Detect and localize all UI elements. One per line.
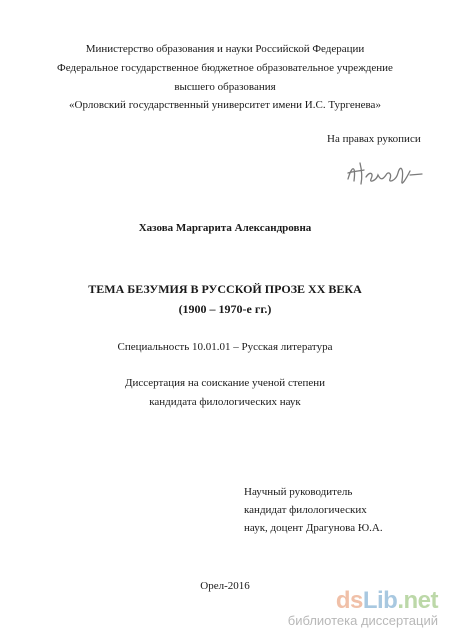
dissertation-title-line-1: ТЕМА БЕЗУМИЯ В РУССКОЙ ПРОЗЕ XX ВЕКА [88, 282, 362, 296]
supervisor-line-1: Научный руководитель [244, 486, 353, 498]
watermark-logo: dsLib.net [335, 587, 438, 614]
dissertation-title-line-2: (1900 – 1970-е гг.) [178, 302, 272, 316]
supervisor-line-2: кандидат филологических [244, 504, 367, 516]
institution-line-2: высшего образования [174, 81, 276, 93]
university-line: «Орловский государственный университет имени И.С. Тургенева» [69, 99, 381, 111]
ministry-line: Министерство образования и науки Российской Федерации [85, 43, 365, 55]
place-year: Орел-2016 [200, 580, 250, 592]
watermark-subtitle: библиотека диссертаций [287, 613, 438, 628]
rights-note: На правах рукописи [327, 133, 421, 145]
institution-line-1: Федеральное государственное бюджетное образовательное учреждение [57, 62, 393, 74]
author-name: Хазова Маргарита Александровна [138, 222, 312, 234]
dslib-watermark [288, 589, 438, 628]
degree-line-2: кандидата филологических наук [149, 396, 301, 408]
degree-line-1: Диссертация на соискание ученой степени [124, 377, 326, 389]
supervisor-line-3: наук, доцент Драгунова Ю.А. [244, 522, 383, 534]
handwritten-signature [344, 157, 424, 191]
specialty-line: Специальность 10.01.01 – Русская литература [117, 341, 333, 353]
